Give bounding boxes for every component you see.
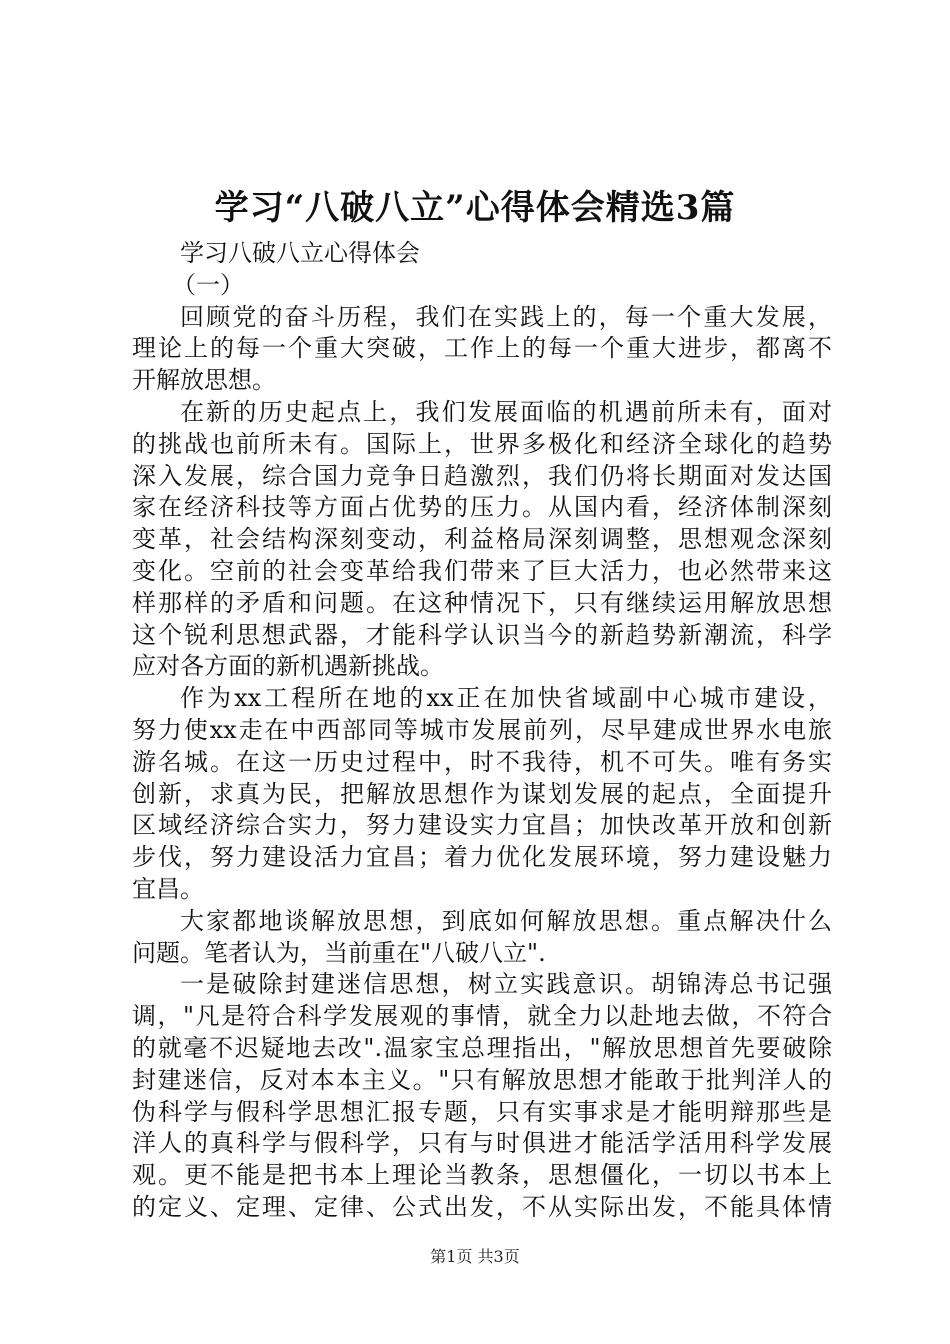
paragraph-line: 这个锐利思想武器，才能科学认识当今的新趋势新潮流，科学: [132, 620, 832, 649]
document-title: 学习“八破八立”心得体会精选3篇: [214, 188, 736, 228]
paragraph-line: 在新的历史起点上，我们发展面临的机遇前所未有，面对: [180, 397, 832, 426]
paragraph-line: 封建迷信，反对本本主义。"只有解放思想才能敢于批判洋人的: [132, 1065, 832, 1094]
paragraph-line: 深入发展，综合国力竞争日趋激烈，我们仍将长期面对发达国: [132, 461, 832, 490]
paragraph-line: 游名城。在这一历史过程中，时不我待，机不可失。唯有务实: [132, 747, 832, 776]
paragraph-line: 洋人的真科学与假科学，只有与时俱进才能活学活用科学发展: [132, 1129, 832, 1158]
paragraph-line: 回顾党的奋斗历程，我们在实践上的，每一个重大发展，: [180, 302, 832, 331]
paragraph-line: 变革，社会结构深刻变动，利益格局深刻调整，思想观念深刻: [132, 525, 832, 554]
paragraph-line: 努力使xx走在中西部同等城市发展前列，尽早建成世界水电旅: [132, 715, 832, 744]
paragraph-line: 变化。空前的社会变革给我们带来了巨大活力，也必然带来这: [132, 556, 832, 585]
paragraph-line: 区域经济综合实力，努力建设实力宜昌；加快改革开放和创新: [132, 811, 832, 840]
page-footer: 第1页 共3页: [430, 1247, 520, 1266]
paragraph-line: 的挑战也前所未有。国际上，世界多极化和经济全球化的趋势: [132, 429, 832, 458]
paragraph-line: 的就毫不迟疑地去改".温家宝总理指出，"解放思想首先要破除: [132, 1033, 832, 1062]
paragraph-line: 步伐，努力建设活力宜昌；着力优化发展环境，努力建设魅力: [132, 843, 832, 872]
section-marker: （一）: [172, 270, 244, 299]
paragraph-line: 理论上的每一个重大突破，工作上的每一个重大进步，都离不: [132, 334, 832, 363]
paragraph-line: 调，"凡是符合科学发展观的事情，就全力以赴地去做，不符合: [132, 1002, 832, 1031]
paragraph-line: 样那样的矛盾和问题。在这种情况下，只有继续运用解放思想: [132, 588, 832, 617]
paragraph-line: 家在经济科技等方面占优势的压力。从国内看，经济体制深刻: [132, 493, 832, 522]
paragraph-line: 的定义、定理、定律、公式出发，不从实际出发，不能具体情: [132, 1192, 832, 1221]
paragraph-line: 创新，求真为民，把解放思想作为谋划发展的起点，全面提升: [132, 779, 832, 808]
paragraph-line: 观。更不能是把书本上理论当教条，思想僵化，一切以书本上: [132, 1161, 832, 1190]
section-subtitle: 学习八破八立心得体会: [180, 239, 420, 267]
paragraph-line: 大家都地谈解放思想，到底如何解放思想。重点解决什么: [180, 906, 832, 935]
paragraph-line: 开解放思想。: [132, 366, 276, 395]
paragraph-line: 作为xx工程所在地的xx正在加快省域副中心城市建设，: [180, 684, 832, 713]
paragraph-line: 一是破除封建迷信思想，树立实践意识。胡锦涛总书记强: [180, 970, 832, 999]
paragraph-line: 宜昌。: [132, 874, 204, 903]
paragraph-line: 应对各方面的新机遇新挑战。: [132, 652, 444, 681]
document-body: [132, 238, 832, 1224]
paragraph-line: 问题。笔者认为，当前重在"八破八立".: [132, 938, 546, 967]
paragraph-line: 伪科学与假科学思想汇报专题，只有实事求是才能明辩那些是: [132, 1097, 832, 1126]
